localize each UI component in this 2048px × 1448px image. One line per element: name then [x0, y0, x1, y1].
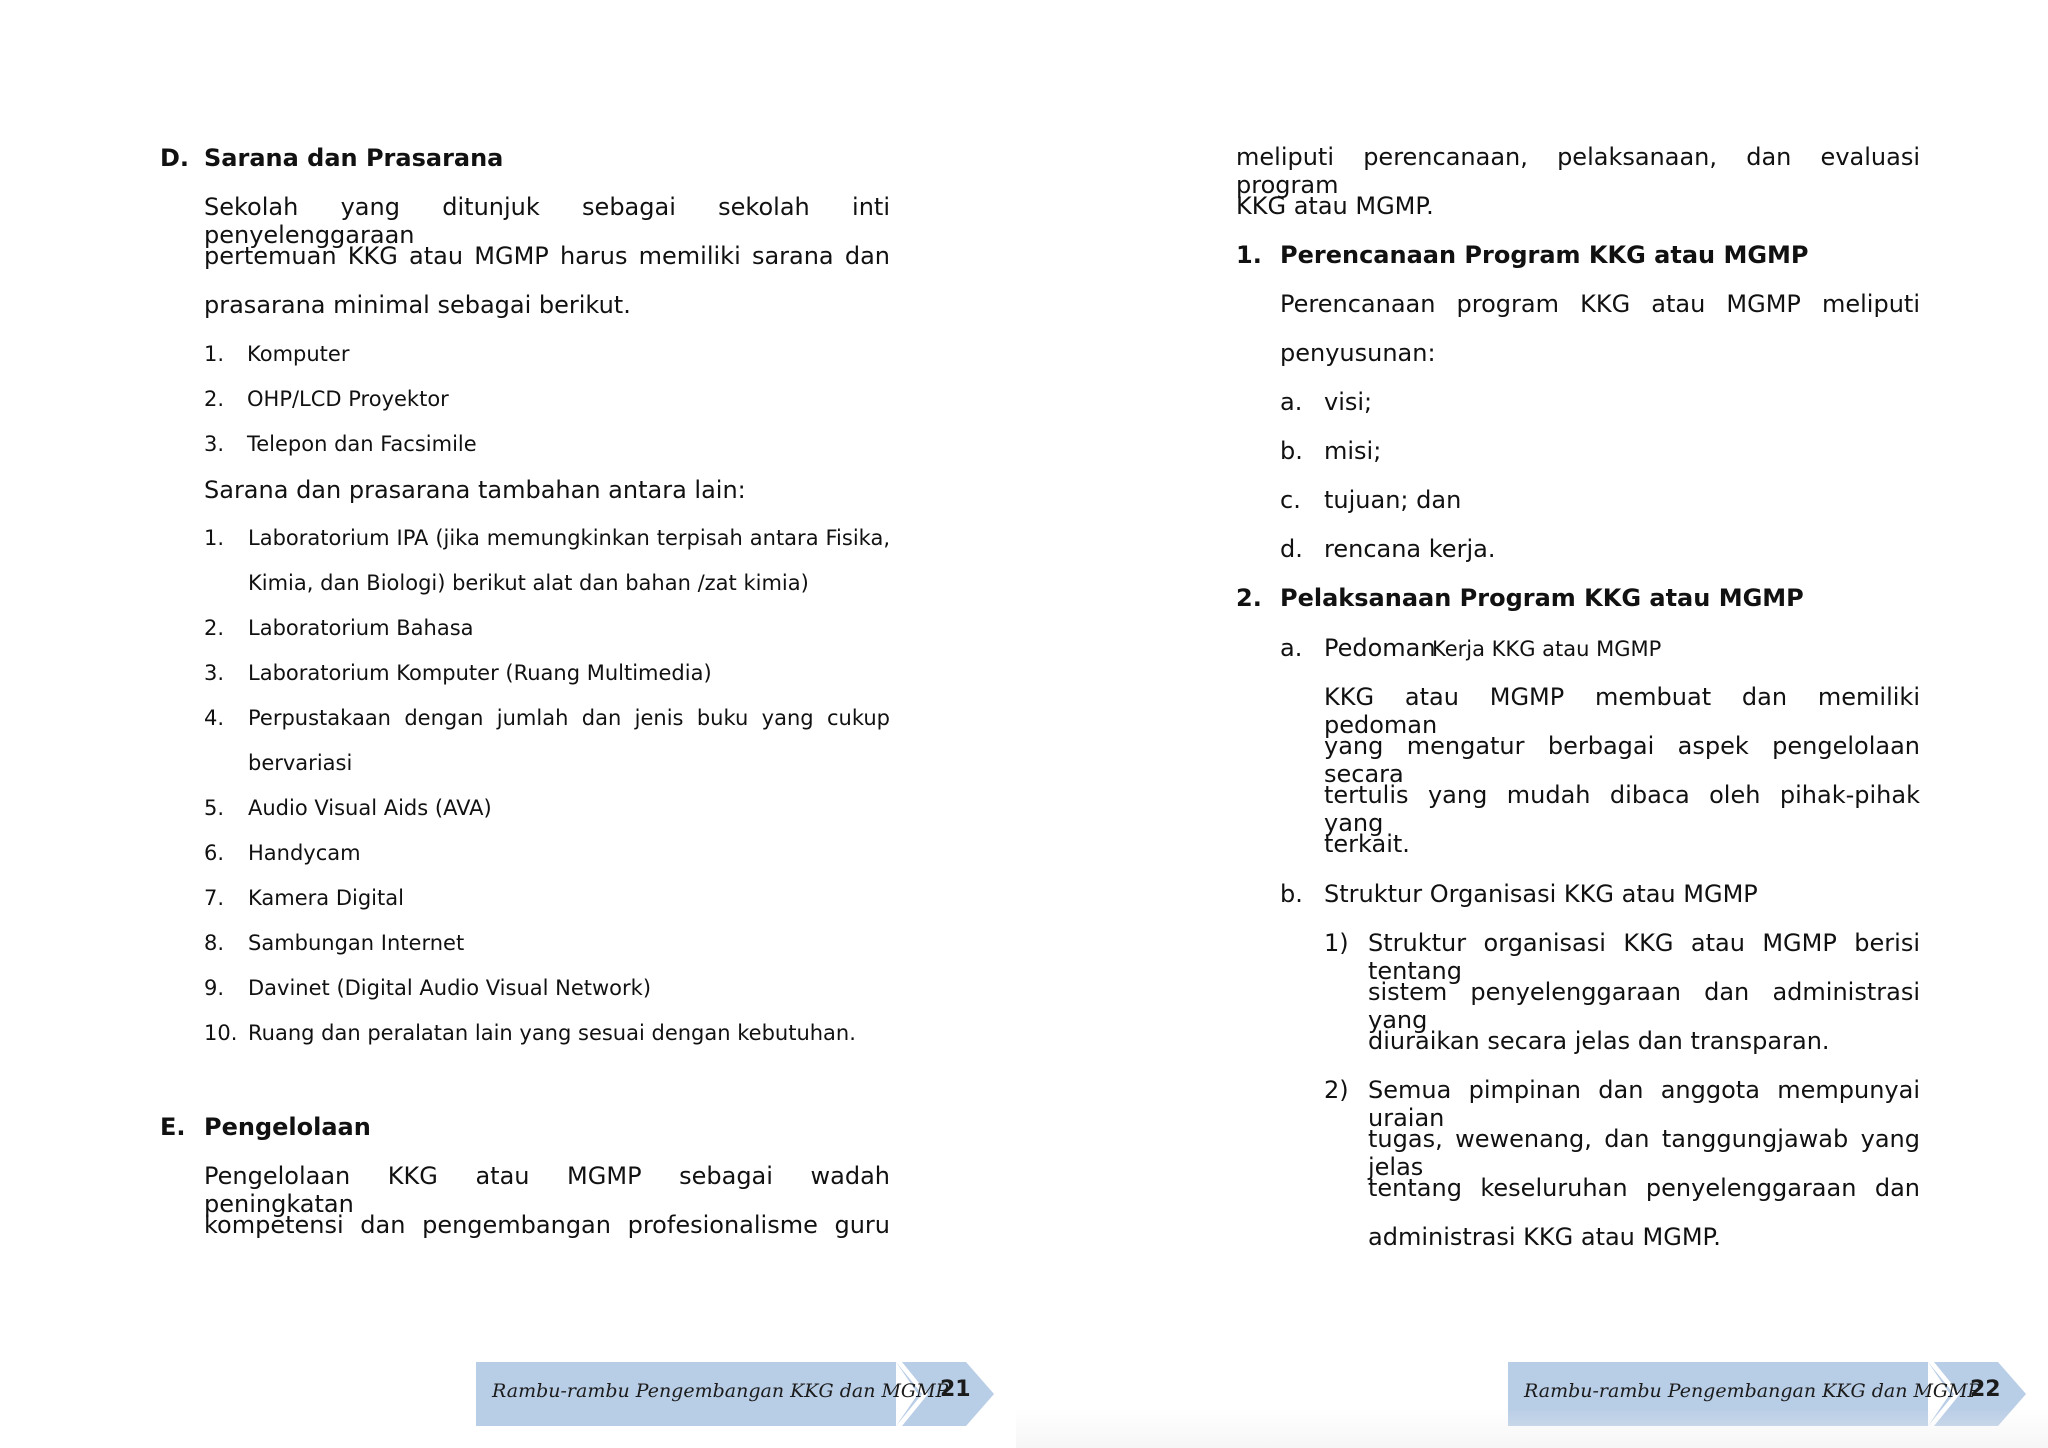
item-1-list-text: visi;: [1324, 388, 1373, 416]
continuation-line-1: meliputi perencanaan, pelaksanaan, dan evaluasi program: [1236, 143, 1920, 199]
item-2a-body-line: terkait.: [1324, 830, 1410, 858]
tambahan-item-num: 4.: [204, 706, 225, 730]
tambahan-item-text: Laboratorium IPA (jika memungkinkan terpisah antara Fisika,: [248, 526, 890, 550]
item-2b-title: Struktur Organisasi KKG atau MGMP: [1324, 880, 1758, 908]
item-2a-title-main: Pedoman: [1324, 634, 1436, 662]
item-2b-num: b.: [1280, 880, 1303, 908]
item-2a-body-line: yang mengatur berbagai aspek pengelolaan secara: [1324, 732, 1920, 788]
item-2b-point-line: administrasi KKG atau MGMP.: [1368, 1223, 1721, 1251]
tambahan-item-num: 10.: [204, 1021, 238, 1045]
item-2a-num: a.: [1280, 634, 1303, 662]
tambahan-item-num: 5.: [204, 796, 225, 820]
minimal-item-num: 1.: [204, 342, 225, 366]
page-number: 21: [940, 1377, 971, 1402]
item-2b-point-line: sistem penyelenggaraan dan administrasi yang: [1368, 978, 1920, 1034]
tambahan-item-num: 9.: [204, 976, 225, 1000]
item-1-list-num: d.: [1280, 535, 1303, 563]
tambahan-heading: Sarana dan prasarana tambahan antara lain:: [204, 476, 746, 504]
section-d-intro-line-1: Sekolah yang ditunjuk sebagai sekolah inti penyelenggaraan: [204, 193, 890, 249]
item-2a-title-rest: Kerja KKG atau MGMP: [1432, 637, 1662, 661]
item-2b-point-num: 1): [1324, 929, 1349, 957]
section-e-intro-line-1: Pengelolaan KKG atau MGMP sebagai wadah peningkatan: [204, 1162, 890, 1218]
tambahan-item-text-cont: Kimia, dan Biologi) berikut alat dan bahan /zat kimia): [248, 571, 809, 595]
minimal-item-num: 3.: [204, 432, 225, 456]
tambahan-item-text-cont: bervariasi: [248, 751, 353, 775]
minimal-item-num: 2.: [204, 387, 225, 411]
item-1-body-line-1: Perencanaan program KKG atau MGMP meliputi: [1280, 290, 1920, 318]
bottom-shading: [1016, 1408, 2048, 1448]
item-2b-point-line: diuraikan secara jelas dan transparan.: [1368, 1027, 1830, 1055]
tambahan-item-text: Perpustakaan dengan jumlah dan jenis buku yang cukup: [248, 706, 890, 730]
section-e-letter: E.: [160, 1113, 186, 1141]
tambahan-item-text: Audio Visual Aids (AVA): [248, 796, 492, 820]
item-2b-point-line: tentang keseluruhan penyelenggaraan dan: [1368, 1174, 1920, 1202]
section-d-intro-line-3: prasarana minimal sebagai berikut.: [204, 291, 631, 319]
minimal-item-text: OHP/LCD Proyektor: [247, 387, 449, 411]
section-d-letter: D.: [160, 144, 190, 172]
tambahan-item-text: Kamera Digital: [248, 886, 404, 910]
item-1-list-text: tujuan; dan: [1324, 486, 1462, 514]
item-2b-point-line: tugas, wewenang, dan tanggungjawab yang jelas: [1368, 1125, 1920, 1181]
tambahan-item-text: Sambungan Internet: [248, 931, 465, 955]
item-2a-body-line: tertulis yang mudah dibaca oleh pihak-pihak yang: [1324, 781, 1920, 837]
section-e-intro-line-2: kompetensi dan pengembangan profesionalisme guru: [204, 1211, 890, 1239]
item-2-num: 2.: [1236, 584, 1262, 612]
footer-title: Rambu-rambu Pengembangan KKG dan MGMP: [492, 1380, 949, 1402]
item-2b-point-line: Struktur organisasi KKG atau MGMP berisi tentang: [1368, 929, 1920, 985]
continuation-line-2: KKG atau MGMP.: [1236, 192, 1434, 220]
tambahan-item-num: 7.: [204, 886, 225, 910]
item-1-list-num: b.: [1280, 437, 1303, 465]
section-d-title: Sarana dan Prasarana: [204, 144, 504, 172]
tambahan-item-text: Ruang dan peralatan lain yang sesuai dengan kebutuhan.: [248, 1021, 856, 1045]
item-1-list-text: rencana kerja.: [1324, 535, 1496, 563]
item-1-title: Perencanaan Program KKG atau MGMP: [1280, 241, 1809, 269]
page-number: 22: [1970, 1377, 2001, 1402]
section-e-title: Pengelolaan: [204, 1113, 371, 1141]
item-1-list-num: c.: [1280, 486, 1301, 514]
tambahan-item-text: Davinet (Digital Audio Visual Network): [248, 976, 652, 1000]
tambahan-item-num: 1.: [204, 526, 225, 550]
tambahan-item-num: 8.: [204, 931, 225, 955]
tambahan-item-num: 3.: [204, 661, 225, 685]
item-2b-point-line: Semua pimpinan dan anggota mempunyai uraian: [1368, 1076, 1920, 1132]
tambahan-item-text: Handycam: [248, 841, 361, 865]
item-1-num: 1.: [1236, 241, 1262, 269]
item-2a-body-line: KKG atau MGMP membuat dan memiliki pedoman: [1324, 683, 1920, 739]
footer-title: Rambu-rambu Pengembangan KKG dan MGMP: [1524, 1380, 1981, 1402]
section-d-intro-line-2: pertemuan KKG atau MGMP harus memiliki sarana dan: [204, 242, 890, 270]
item-1-list-num: a.: [1280, 388, 1303, 416]
minimal-item-text: Komputer: [247, 342, 350, 366]
item-2b-point-num: 2): [1324, 1076, 1349, 1104]
tambahan-item-num: 2.: [204, 616, 225, 640]
item-1-body-line-2: penyusunan:: [1280, 339, 1436, 367]
item-1-list-text: misi;: [1324, 437, 1382, 465]
item-2-title: Pelaksanaan Program KKG atau MGMP: [1280, 584, 1804, 612]
tambahan-item-num: 6.: [204, 841, 225, 865]
tambahan-item-text: Laboratorium Komputer (Ruang Multimedia): [248, 661, 712, 685]
tambahan-item-text: Laboratorium Bahasa: [248, 616, 474, 640]
minimal-item-text: Telepon dan Facsimile: [247, 432, 477, 456]
